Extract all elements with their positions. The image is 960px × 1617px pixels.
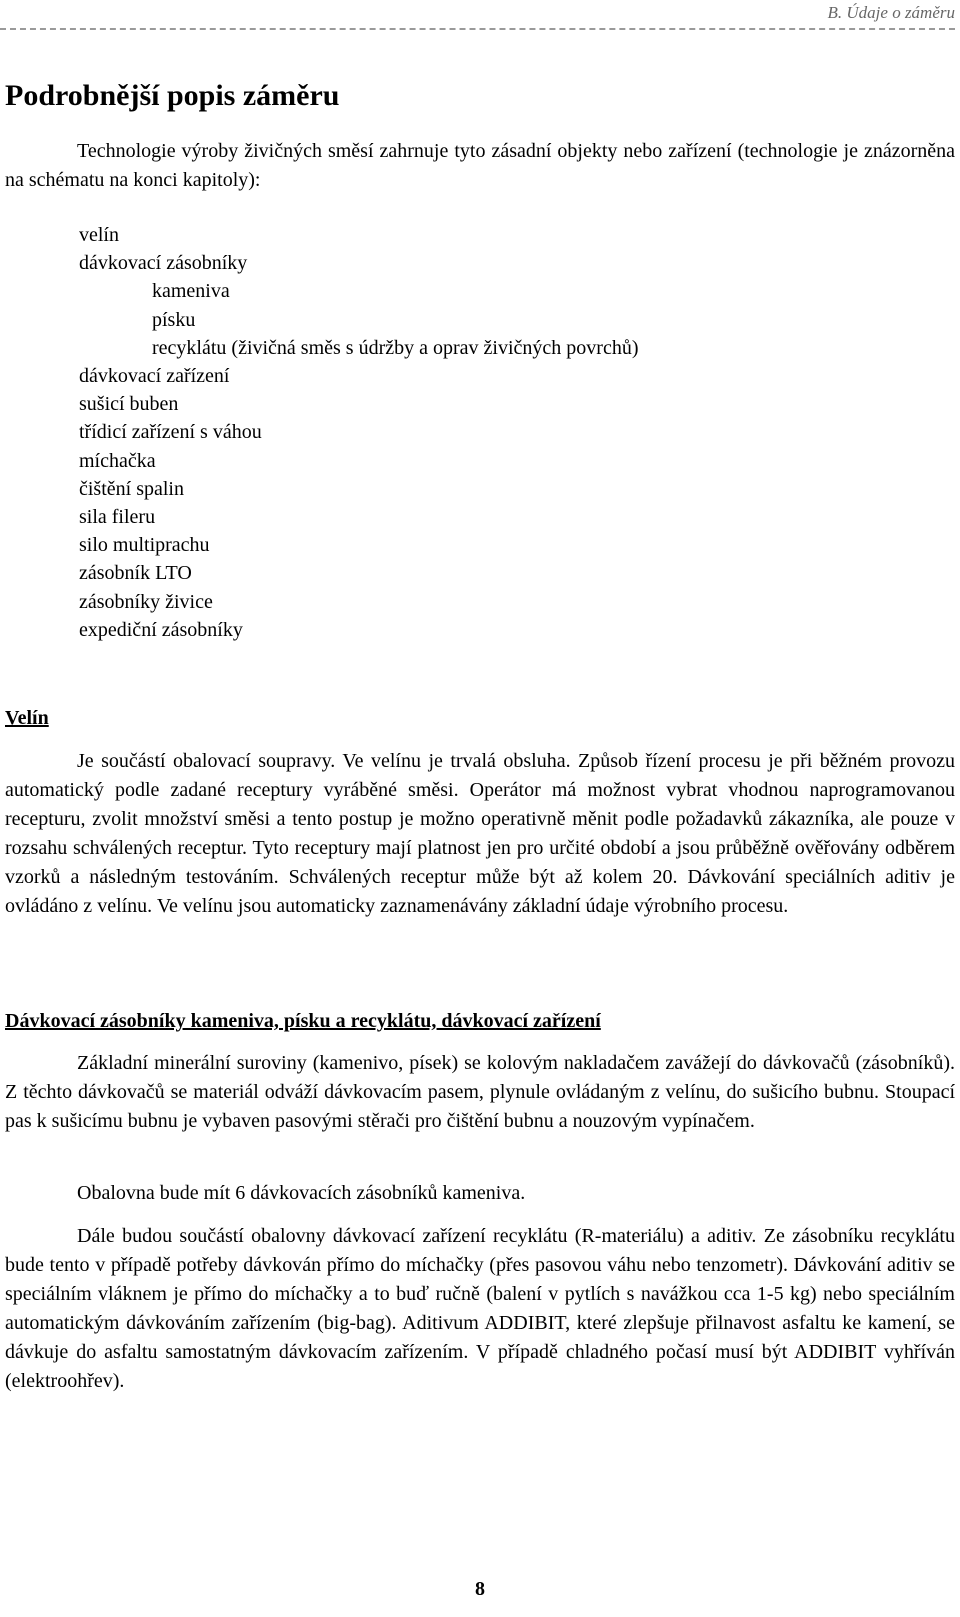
- list-item: sušicí buben: [79, 393, 179, 416]
- davkovaci-paragraph-2: Obalovna bude mít 6 dávkovacích zásobníků kameniva.: [77, 1182, 526, 1204]
- list-item: velín: [79, 224, 119, 246]
- list-item: dávkovací zásobníky: [79, 252, 248, 275]
- list-item: recyklátu (živičná směs s údržby a oprav živičných povrchů): [152, 336, 639, 359]
- list-item: sila fileru: [79, 506, 156, 529]
- running-header: B. Údaje o záměru: [827, 3, 955, 22]
- davkovaci-paragraph-3: Dále budou součástí obalovny dávkovací zařízení recyklátu (R-materiálu) a aditiv. Ze zásobníku recyklátu bude tento v případě potřeby dávkován přímo do míchačky (přes pasovou váhu nebo tenzometr). Dávkování aditiv se speciálním vláknem je přímo do míchačky a to buď ručně (balení v pytlích s navážkou cca 1-5 kg) nebo speciálním automatickým dávkováním zařízením (big-bag). Aditivum ADDIBIT, které zlepšuje přilnavost asfaltu ke kamení, se dávkuje do asfaltu samostatným dávkovacím zařízením. V případě chladného počasí musí být ADDIBIT vyhříván (elektroohřev).: [5, 1225, 955, 1392]
- velin-paragraph: Je součástí obalovací soupravy. Ve velínu je trvalá obsluha. Způsob řízení procesu je při běžném provozu automatický podle zadané receptury vyráběné směsi. Operátor má možnost vybrat vhodnou naprogramovanou recepturu, zvolit množství směsi a tento postup je možno operativně měnit podle požadavků zákazníka, ale pouze v rozsahu schválených receptur. Tyto receptury mají platnost jen pro určité období a jsou průběžně ověřovány odběrem vzorků a následným testováním. Schválených receptur může být až kolem 20. Dávkování speciálních aditiv je ovládáno z velínu. Ve velínu jsou automaticky zaznamenávány základní údaje výrobního procesu.: [5, 750, 955, 917]
- list-item: kameniva: [152, 280, 230, 303]
- section-heading-velin: Velín: [5, 707, 49, 729]
- davkovaci-paragraph-1: Základní minerální suroviny (kamenivo, písek) se kolovým nakladačem zavážejí do dávkovačů (zásobníků). Z těchto dávkovačů se materiál odváží dávkovacím pasem, plynule ovládaným z velínu, do sušicího bubnu. Stoupací pas k sušicímu bubnu je vybaven pasovými stěrači pro čištění bubnu a nouzovým vypínačem.: [5, 1052, 955, 1132]
- intro-paragraph: Technologie výroby živičných směsí zahrnuje tyto zásadní objekty nebo zařízení (technologie je znázorněna na schématu na konci kapitoly):: [5, 140, 955, 191]
- list-item: zásobníky živice: [79, 590, 213, 613]
- list-item: písku: [152, 308, 196, 331]
- list-item: dávkovací zařízení: [79, 365, 230, 388]
- list-item: čištění spalin: [79, 477, 184, 500]
- list-item: zásobník LTO: [79, 562, 192, 585]
- list-item: silo multiprachu: [79, 534, 210, 557]
- list-item: míchačka: [79, 449, 156, 472]
- list-item: třídicí zařízení s váhou: [79, 421, 262, 444]
- page-number: 8: [475, 1578, 485, 1600]
- section-heading-davkovaci: Dávkovací zásobníky kameniva, písku a recyklátu, dávkovací zařízení: [5, 1010, 601, 1032]
- page-title: Podrobnější popis záměru: [5, 79, 340, 112]
- list-item: expediční zásobníky: [79, 618, 243, 641]
- facility-list: [79, 221, 638, 644]
- header-divider: [0, 28, 955, 30]
